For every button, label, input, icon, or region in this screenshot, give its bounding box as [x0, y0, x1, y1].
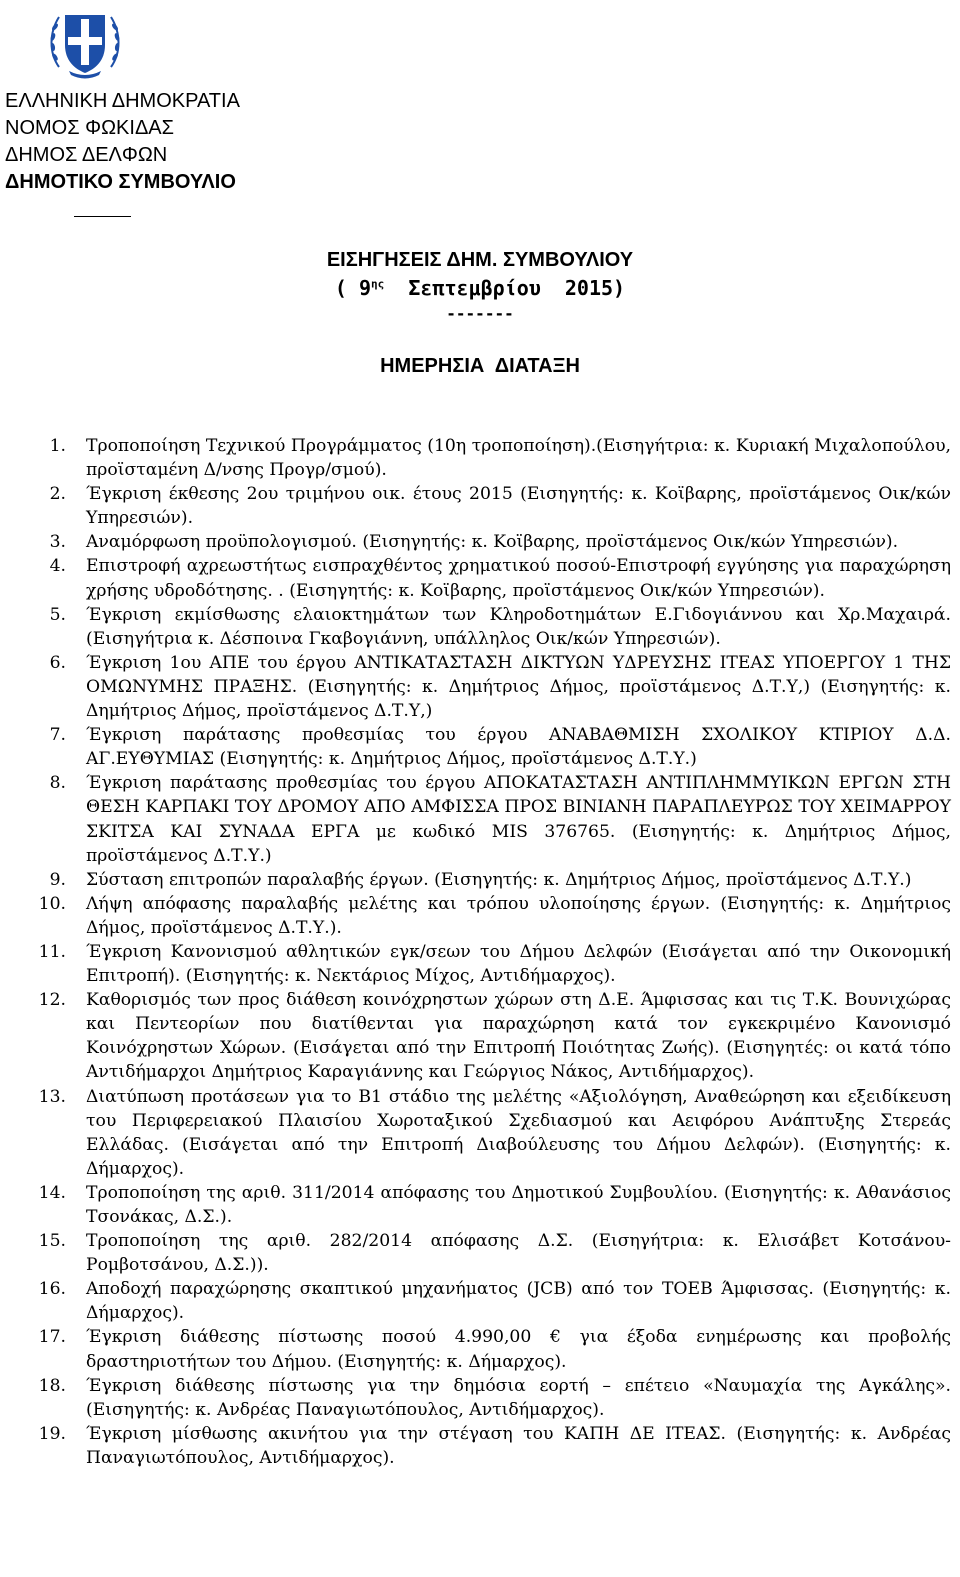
agenda-item-number: 9. — [49, 869, 66, 890]
agenda-item-number: 1. — [49, 436, 66, 456]
agenda-item — [0, 1374, 960, 1422]
agenda-item — [0, 434, 960, 482]
agenda-item-text: Έγκριση διάθεσης πίστωσης ποσού 4.990,00 € για έξοδα ενημέρωσης και προβολής δραστηριοτήτων του Δήμου. (Εισηγητής: κ. Δήμαρχος). — [86, 1327, 951, 1372]
agenda-item — [0, 940, 960, 988]
agenda-item-text: Αναμόρφωση προϋπολογισμού. (Εισηγητής: κ. Κοϊβαρης, προϊστάμενος Οικ/κών Υπηρεσιών). — [86, 532, 899, 553]
agenda-item-number: 17. — [38, 1327, 66, 1348]
agenda-item-number: 3. — [49, 532, 66, 553]
agenda-item-number: 4. — [49, 556, 66, 577]
meeting-date: ( $9^{\eta\varsigma}$ Σεπτεμβρίου 2015) — [334, 276, 626, 300]
agenda-item-text: Λήψη απόφασης παραλαβής μελέτης και τρόπου υλοποίησης έργων. (Εισηγητής: κ. Δημήτριος Δήμος, προϊστάμενος Δ.Τ.Υ.). — [86, 893, 951, 938]
agenda-item-number: 12. — [38, 990, 66, 1011]
agenda-item-text: Καθορισμός των προς διάθεση κοινόχρηστων χώρων στη Δ.Ε. Άμφισσας και τις Τ.Κ. Βουνιχώρας και Πεντεορίων που διατίθενται για παραχώρηση κατά τον εγκεκριμένο Κανονισμό Κοινόχρηστων Χώρων. (Εισάγεται από την Επιτροπή Ποιότητας Ζωής). (Εισηγητές: οι κατά τόπο Αντιδήμαρχοι Δημήτριος Καραγιάννης και Γεώργιος Νάκος, Αντιδήμαρχος). — [86, 990, 951, 1083]
agenda-item-number: 8. — [49, 773, 66, 794]
agenda-item — [0, 554, 960, 602]
agenda-item — [0, 771, 960, 867]
agenda-item-text: Τροποποίηση της αριθ. 311/2014 απόφασης του Δημοτικού Συμβουλίου. (Εισηγητής: κ. Αθανάσιος Τσονάκας, Δ.Σ.). — [86, 1182, 951, 1227]
agenda-item — [0, 892, 960, 940]
greek-coat-of-arms-icon — [47, 5, 123, 81]
agenda-item — [0, 1277, 960, 1325]
agenda-item-number: 18. — [38, 1375, 66, 1396]
agenda-item-text: Διατύπωση προτάσεων για το Β1 στάδιο της μελέτης «Αξιολόγηση, Αναθεώρηση και εξειδίκευση του Περιφερειακού Πλαισίου Χωροταξικού Σχεδιασμού και Αειφόρου Ανάπτυξης Στερεάς Ελλάδας. (Εισάγεται από την Επιτροπή Διαβούλευσης του Δήμου Δελφών). (Εισηγητής: κ. Δήμαρχος). — [86, 1086, 951, 1179]
agenda-item-text: Τροποποίηση Τεχνικού Προγράμματος (10η τροποποίηση).(Εισηγήτρια: κ. Κυριακή Μιχαλοπούλου, προϊσταμένη Δ/νσης Προγρ/σμού). — [86, 436, 951, 481]
agenda-item-text: Έγκριση παράτασης προθεσμίας του έργου ΑΝΑΒΑΘΜΙΣΗ ΣΧΟΛΙΚΟΥ ΚΤΙΡΙΟΥ Δ.Δ. ΑΓ.ΕΥΘΥΜΙΑΣ (Εισηγητής: κ. Δημήτριος Δήμος, προϊστάμενος Δ.Τ.Υ.) — [86, 725, 951, 770]
agenda-item-text: Σύσταση επιτροπών παραλαβής έργων. (Εισηγητής: κ. Δημήτριος Δήμος, προϊστάμενος Δ.Τ.Υ.) — [86, 869, 912, 890]
agenda-item — [0, 530, 960, 554]
agenda-item — [0, 723, 960, 771]
agenda-item-number: 10. — [38, 893, 66, 914]
agenda-item — [0, 988, 960, 1084]
agenda-item-number: 16. — [38, 1279, 66, 1300]
agenda-item-number: 19. — [38, 1423, 66, 1444]
agenda-item-text: Έγκριση παράτασης προθεσμίας του έργου ΑΠΟΚΑΤΑΣΤΑΣΗ ΑΝΤΙΠΛΗΜΜΥΙΚΩΝ ΕΡΓΩΝ ΣΤΗ ΘΕΣΗ ΚΑΡΠΑΚΙ ΤΟΥ ΔΡΟΜΟΥ ΑΠΟ ΑΜΦΙΣΣΑ ΠΡΟΣ ΒΙΝΙΑΝΗ ΠΑΡΑΠΛΕΥΡΩΣ ΤΟΥ ΧΕΙΜΑΡΡΟΥ ΣΚΙΤΣΑ ΚΑΙ ΣΥΝΑΔΑ ΕΡΓΑ με κωδικό MIS 376765. (Εισηγητής: κ. Δημήτριος Δήμος, προϊστάμενος Δ.Τ.Υ.) — [86, 773, 951, 866]
agenda-item-number: 15. — [38, 1231, 66, 1252]
agenda-item-number: 11. — [38, 941, 66, 962]
agenda-item — [0, 603, 960, 651]
agenda-item-text: Έγκριση μίσθωσης ακινήτου για την στέγαση του ΚΑΠΗ ΔΕ ΙΤΕΑΣ. (Εισηγητής: κ. Ανδρέας Παναγιωτόπουλος, Αντιδήμαρχος). — [86, 1423, 951, 1468]
agenda-item-text: Έγκριση διάθεσης πίστωσης για την δημόσια εορτή – επέτειο «Ναυμαχία της Αγκάλης». (Εισηγητής: κ. Ανδρέας Παναγιωτόπουλος, Αντιδήμαρχος). — [86, 1375, 951, 1420]
agenda-item-number: 6. — [49, 652, 66, 673]
agenda-item-text: Αποδοχή παραχώρησης σκαπτικού μηχανήματος (JCB) από τον ΤΟΕΒ Άμφισσας. (Εισηγητής: κ. Δήμαρχος). — [86, 1279, 951, 1324]
agenda-item-text: Επιστροφή αχρεωστήτως εισπραχθέντος χρηματικού ποσού-Επιστροφή εγγύησης για παραχώρηση χρήσης υδροδότησης. . (Εισηγητής: κ. Κοϊβαρης, προϊστάμενος Οικ/κών Υπηρεσιών). — [86, 556, 951, 601]
issuer-header — [5, 88, 240, 196]
agenda-item — [0, 651, 960, 723]
agenda-item-number: 13. — [38, 1086, 66, 1107]
agenda-item-text: Τροποποίηση της αριθ. 282/2014 απόφασης Δ.Σ. (Εισηγήτρια: κ. Ελισάβετ Κοτσάνου-Ρομβοτσάνου, Δ.Σ.)). — [86, 1231, 951, 1276]
title-separator: ------- — [446, 304, 514, 323]
document-title: ΕΙΣΗΓΗΣΕΙΣ ΔΗΜ. ΣΥΜΒΟΥΛΙΟΥ — [326, 249, 634, 271]
agenda-item-number: 14. — [38, 1182, 66, 1203]
agenda-item — [0, 1422, 960, 1470]
agenda-item-text: Έγκριση έκθεσης 2ου τριμήνου οικ. έτους 2015 (Εισηγητής: κ. Κοϊβαρης, προϊστάμενος Οικ/κών Υπηρεσιών). — [86, 484, 951, 529]
header-country: ΕΛΛΗΝΙΚΗ ΔΗΜΟΚΡΑΤΙΑ — [5, 90, 240, 112]
agenda-heading: ΗΜΕΡΗΣΙΑ ΔΙΑΤΑΞΗ — [380, 355, 580, 377]
agenda-list — [0, 434, 960, 1470]
agenda-item — [0, 1181, 960, 1229]
header-divider — [74, 216, 131, 217]
agenda-item — [0, 1085, 960, 1181]
header-municipality: ΔΗΜΟΣ ΔΕΛΦΩΝ — [5, 144, 168, 166]
agenda-item-text: Έγκριση Κανονισμού αθλητικών εγκ/σεων του Δήμου Δελφών (Εισάγεται από την Οικονομική Επιτροπή). (Εισηγητής: κ. Νεκτάριος Μίχος, Αντιδήμαρχος). — [86, 941, 951, 987]
agenda-item — [0, 868, 960, 892]
agenda-item — [0, 482, 960, 530]
agenda-item-text: Έγκριση εκμίσθωσης ελαιοκτημάτων των Κληροδοτημάτων Ε.Γιδογιάννου και Χρ.Μαχαιρά. (Εισηγήτρια κ. Δέσποινα Γκαβογιάννη, υπάλληλος Οικ/κών Υπηρεσιών). — [86, 604, 951, 649]
agenda-item-number: 5. — [49, 604, 66, 625]
agenda-item — [0, 1229, 960, 1277]
agenda-item-text: Έγκριση 1ου ΑΠΕ του έργου ΑΝΤΙΚΑΤΑΣΤΑΣΗ ΔΙΚΤΥΩΝ ΥΔΡΕΥΣΗΣ ΙΤΕΑΣ ΥΠΟΕΡΓΟΥ 1 ΤΗΣ ΟΜΩΝΥΜΗΣ ΠΡΑΞΗΣ. (Εισηγητής: κ. Δημήτριος Δήμος, προϊστάμενος Δ.Τ.Υ,) (Εισηγητής: κ. Δημήτριος Δήμος, προϊστάμενος Δ.Τ.Υ,) — [86, 652, 951, 722]
agenda-item — [0, 1325, 960, 1373]
agenda-item-number: 7. — [49, 725, 66, 746]
header-council: ΔΗΜΟΤΙΚΟ ΣΥΜΒΟΥΛΙΟ — [5, 171, 236, 193]
header-prefecture: ΝΟΜΟΣ ΦΩΚΙΔΑΣ — [5, 117, 175, 139]
agenda-item-number: 2. — [49, 484, 66, 505]
